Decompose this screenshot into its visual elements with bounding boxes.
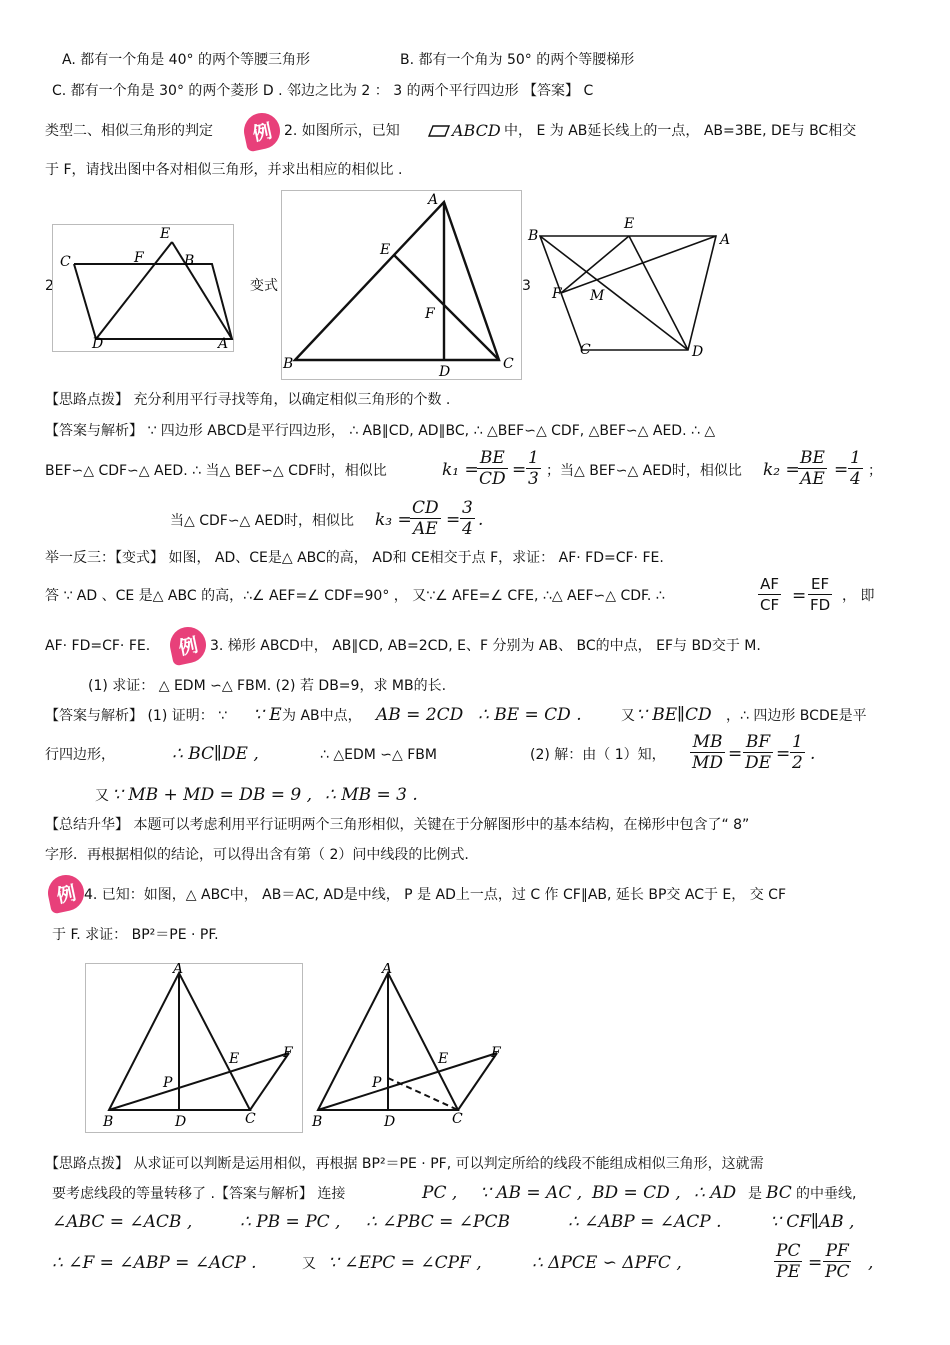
answer-3-similar: ∴ △EDM ∽△ FBM [320, 747, 437, 763]
answer-3-line-2: 行四边形， [45, 747, 115, 763]
math-ad: ∴ AD [694, 1183, 737, 1203]
math-bd-cd: BD = CD , [592, 1183, 681, 1203]
variant-problem: 举一反三：【变式】 如图， AD、CE是△ ABC的高， AD和 CE相交于点 F，求证： AF· FD=CF· FE. [45, 550, 664, 566]
fraction-pf-pc: $\frac{PF}{PC}$ [825, 1241, 850, 1282]
math-similar: ∴ ΔPCE ∽ ΔPFC , [532, 1253, 682, 1273]
math-abp: ∴ ∠ABP = ∠ACP . [568, 1212, 722, 1232]
fig3-label-e: E [624, 216, 635, 232]
fraction-1-4: $\frac{1}{4}$ [850, 448, 861, 489]
hint-4: 【思路点拨】 从求证可以判断是运用相似，再根据 BP²＝PE · PF, 可以判定所给的线段不能组成相似三角形，这就需 [45, 1156, 764, 1172]
fig4-label-c: C [245, 1111, 256, 1127]
fig3-label-c: C [580, 342, 591, 358]
fig2-label-e: E [380, 242, 391, 258]
math-be-cd: ∴ BE = CD . [478, 705, 582, 725]
fig2-label-c: C [503, 356, 514, 372]
figure-parallelogram [52, 224, 234, 352]
answer-3-line-1-end: ，∴ 四边形 BCDE是平 [726, 708, 867, 724]
summary-3: 【总结升华】 本题可以考虑利用平行证明两个三角形相似，关键在于分解图形中的基本结构，在梯形中包含了“ 8” [45, 817, 750, 833]
fig2-label-b: B [283, 356, 294, 372]
example-2-text-cont: 中， E 为 AB延长线上的一点， AB=3BE, DE与 BC相交 [504, 123, 857, 139]
fraction-1-2: $\frac{1}{2}$ [792, 732, 803, 773]
answer-3-part2: (2) 解：由（ 1）知， [530, 747, 666, 763]
figure-trapezoid [526, 210, 741, 360]
figure-triangle-altitudes [281, 190, 522, 380]
fig4-label-a: A [173, 963, 184, 977]
fig5-label-c: C [452, 1111, 463, 1127]
math-pc: PC , [422, 1183, 458, 1203]
fig3-label-f: F [552, 286, 562, 302]
math-angles: ∠ABC = ∠ACB , [52, 1212, 193, 1232]
fig5-label-p: P [372, 1075, 382, 1091]
fraction-pc-pe: $\frac{PC}{PE}$ [776, 1241, 801, 1282]
example-badge-2: 例 [241, 110, 284, 153]
math-ab-ac: ∵ AB = AC , [480, 1183, 583, 1203]
math-angle-f: ∴ ∠F = ∠ABP = ∠ACP . [52, 1253, 257, 1273]
fig3-label-d: D [692, 344, 704, 360]
answer-3-midpoint: 为 AB中点， [282, 708, 362, 724]
fraction-3-4: $\frac{3}{4}$ [462, 498, 473, 539]
answer-3-line-1: 【答案与解析】 (1) 证明： ∵ [45, 708, 228, 724]
equals-sign: = [776, 744, 791, 764]
answer-2-line-2: BEF∽△ CDF∽△ AED. ∴ 当△ BEF∽△ CDF时，相似比 [45, 463, 387, 479]
equals-sign: = [512, 460, 527, 480]
example-3-text: 3. 梯形 ABCD中， AB∥CD, AB=2CD, E、F 分别为 AB、 BC的中点， EF与 BD交于 M. [210, 638, 761, 654]
ratio-k3: k₃ = [375, 510, 412, 530]
ratio-k2: k₂ = [763, 460, 800, 480]
answer-3-also: 又 [621, 708, 635, 724]
fig4-label-p: P [163, 1075, 173, 1091]
fig5-label-e: E [438, 1051, 449, 1067]
answer-4-is: 是 [748, 1186, 762, 1202]
option-b: B. 都有一个角为 50° 的两个等腰梯形 [400, 52, 635, 68]
fraction-ef-fd: $\frac{EF}{FD}$ [810, 575, 831, 614]
comma: , [868, 1253, 874, 1273]
ratio-k1: k₁ = [442, 460, 479, 480]
option-c-d-answer: C. 都有一个角是 30° 的两个菱形 D . 邻边之比为 2 ： 3 的两个平行四边形 【答案】 C [52, 83, 594, 99]
math-sum: ∵ MB + MD = DB = 9 , [112, 785, 313, 805]
fig1-label-c: C [60, 254, 71, 270]
example-2-question: 于 F，请找出图中各对相似三角形，并求出相应的相似比 . [45, 162, 403, 178]
equals-sign: = [834, 460, 849, 480]
fraction-1-3: $\frac{1}{3}$ [528, 448, 539, 489]
math-bc: BC [766, 1183, 792, 1203]
answer-4-line-1: 要考虑线段的等量转移了 .【答案与解析】 连接 [52, 1186, 346, 1202]
fraction-bf-de: $\frac{BF}{DE}$ [745, 732, 772, 773]
example-3-questions: (1) 求证： △ EDM ∽△ FBM. (2) 若 DB=9，求 MB的长. [88, 678, 447, 694]
fraction-cd-ae: $\frac{CD}{AE}$ [412, 498, 439, 539]
equals-sign: = [446, 510, 461, 530]
example-4-text: 4. 已知：如图，△ ABC中， AB＝AC, AD是中线， P 是 AD上一点，过 C 作 CF∥AB, 延长 BP交 AC于 E， 交 CF [84, 887, 786, 903]
math-ab-2cd: AB = 2CD [376, 705, 464, 725]
fraction-be-cd: $\frac{BE}{CD}$ [479, 448, 506, 489]
fig4-label-b: B [103, 1114, 114, 1130]
figure-number-2: 2 [45, 278, 54, 294]
math-pb-pc: ∴ PB = PC , [240, 1212, 341, 1232]
equals-sign: = [728, 744, 743, 764]
equals-sign: = [808, 1253, 823, 1273]
fig3-label-m: M [590, 288, 605, 304]
semicolon: ； [868, 463, 882, 479]
fig1-label-d: D [92, 336, 104, 352]
fig1-label-f: F [134, 250, 144, 266]
fig5-label-f: F [491, 1045, 501, 1061]
figure-number-3: 3 [522, 278, 531, 294]
figure-isosceles-2 [310, 963, 510, 1133]
fig2-label-d: D [439, 364, 451, 380]
math-mb-3: ∴ MB = 3 . [325, 785, 418, 805]
fig2-label-a: A [428, 192, 439, 208]
example-4-prove: 于 F. 求证： BP²＝PE · PF. [52, 927, 219, 943]
fig3-label-a: A [720, 232, 731, 248]
option-a: A. 都有一个角是 40° 的两个等腰三角形 [62, 52, 310, 68]
answer-2-line-3: 当△ CDF∽△ AED时，相似比 [170, 513, 354, 529]
fig5-label-d: D [384, 1114, 396, 1130]
math-cf-ab: ∵ CF∥AB , [770, 1212, 855, 1232]
hint-2: 【思路点拨】 充分利用平行寻找等角，以确定相似三角形的个数 . [45, 392, 451, 408]
math-be-par-cd: ∵ BE∥CD [636, 705, 712, 725]
fig4-label-f: F [283, 1045, 293, 1061]
answer-2-line-2b: ；当△ BEF∽△ AED时，相似比 [546, 463, 742, 479]
fig2-label-f: F [425, 306, 435, 322]
answer-4-also: 又 [302, 1256, 316, 1272]
example-badge-4: 例 [45, 872, 88, 915]
example-2-text: 2. 如图所示，已知 [284, 123, 400, 139]
fig3-label-b: B [528, 228, 539, 244]
math-epc: ∵ ∠EPC = ∠CPF , [328, 1253, 482, 1273]
period: . [810, 744, 816, 764]
fig4-label-d: D [175, 1114, 187, 1130]
variant-answer: 答 ∵ AD 、CE 是△ ABC 的高，∴∠ AEF=∠ CDF=90° ， 又∵∠ AFE=∠ CFE, ∴△ AEF∽△ CDF. ∴ [45, 588, 665, 604]
variant-answer-cont: ， 即 [842, 588, 875, 604]
math-bc-par-de: ∴ BC∥DE , [172, 744, 259, 764]
fig5-label-a: A [382, 963, 393, 977]
figure-isosceles-1 [85, 963, 303, 1133]
fig1-label-e: E [160, 226, 171, 242]
answer-4-bisector: 的中垂线, [796, 1186, 857, 1202]
variant-label: 变式 [250, 278, 278, 294]
fig5-label-b: B [312, 1114, 323, 1130]
fraction-mb-md: $\frac{MB}{MD}$ [692, 732, 724, 773]
fig1-label-b: B [184, 253, 195, 269]
answer-3-also-2: 又 [95, 788, 109, 804]
example-badge-3: 例 [167, 624, 210, 667]
section-heading: 类型二、相似三角形的判定 [45, 123, 213, 139]
parallelogram-icon [428, 121, 450, 141]
parallelogram-name: ABCD [452, 121, 501, 140]
math-e: ∵ E [253, 705, 282, 725]
answer-2-line-1: 【答案与解析】 ∵ 四边形 ABCD是平行四边形， ∴ AB∥CD, AD∥BC, ∴ △BEF∽△ CDF, △BEF∽△ AED. ∴ △ [45, 423, 716, 439]
fraction-af-cf: $\frac{AF}{CF}$ [760, 575, 780, 614]
math-pbc: ∴ ∠PBC = ∠PCB [366, 1212, 510, 1232]
fraction-be-ae: $\frac{BE}{AE}$ [800, 448, 825, 489]
fig1-label-a: A [218, 336, 229, 352]
variant-conclusion: AF· FD=CF· FE. [45, 638, 151, 654]
equals-sign: = [792, 586, 807, 606]
period: . [478, 510, 484, 530]
fig4-label-e: E [229, 1051, 240, 1067]
summary-3-cont: 字形．再根据相似的结论，可以得出含有第（ 2）问中线段的比例式. [45, 847, 469, 863]
